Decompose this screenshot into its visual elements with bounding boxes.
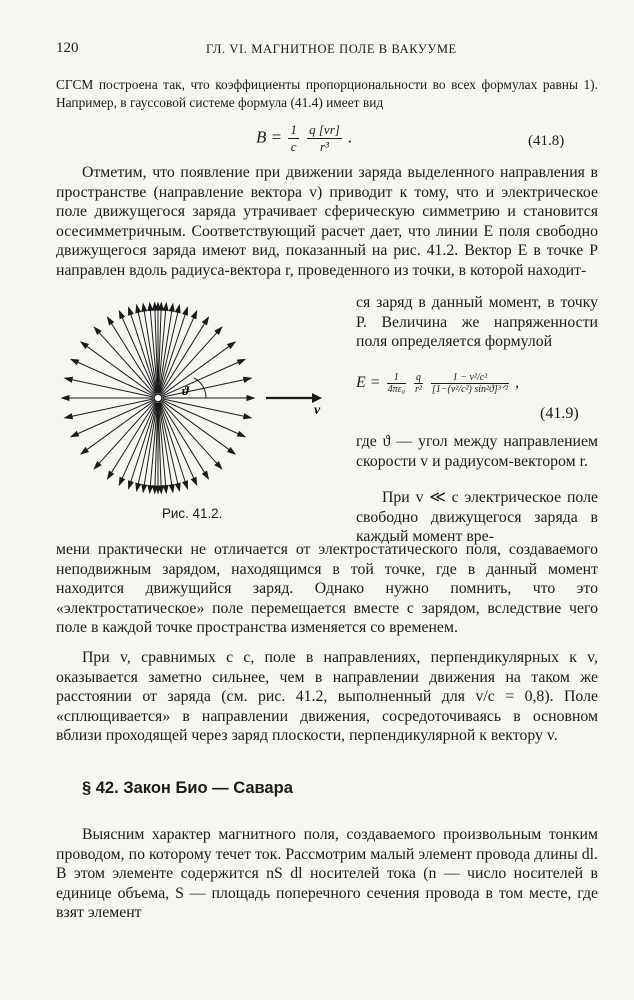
eq-fraction: $\frac{\text{1 − v²/c²}}{\text{[1−(v²/c²) sin²ϑ]³ᐟ²}}$ (431, 372, 509, 395)
field-line-arrowhead (183, 308, 188, 315)
charge-point (154, 394, 162, 402)
field-line-arrowhead (163, 303, 168, 310)
angle-label: ϑ (182, 383, 189, 398)
field-line-arrowhead (148, 485, 153, 492)
field-line-arrowhead (156, 486, 161, 493)
field-line-arrowhead (228, 342, 235, 348)
field-line-arrowhead (156, 303, 161, 310)
field-line-arrowhead (81, 448, 88, 454)
field-line-arrowhead (237, 432, 244, 437)
field-line-arrowhead (247, 396, 254, 401)
field-line-arrowhead (183, 481, 188, 488)
page-header (56, 40, 598, 62)
field-line-arrowhead (65, 377, 72, 382)
eq-fraction: $\frac{q}{\text{r²}}$ (415, 372, 422, 395)
field-line-arrowhead (136, 305, 141, 312)
page-number: 120 (56, 40, 79, 56)
field-line-arrowhead (108, 317, 114, 324)
side-text-3: При v ≪ c электрическое поле свободно движущегося заряда в каждый момент вре- (356, 489, 598, 546)
eq-lhs: B = (256, 127, 283, 147)
field-line-arrowhead (203, 317, 209, 324)
field-line-arrowhead (142, 304, 147, 311)
field-line (163, 399, 251, 418)
field-line-arrowhead (136, 483, 141, 490)
side-text-2: где ϑ — угол между направлением скорости v и радиусом-вектором r. (356, 433, 598, 470)
equation-41-8: B = $\frac{1}{c}$ $\frac{q [vr]}{\text{r³}}$ . (256, 122, 353, 154)
field-line-arrowhead (71, 432, 78, 437)
field-line-arrowhead (244, 414, 251, 419)
field-line-arrowhead (192, 477, 197, 484)
field-line-arrowhead (237, 359, 244, 364)
field-line-arrowhead (228, 448, 235, 454)
field-line-arrowhead (71, 359, 78, 364)
field-line-arrowhead (192, 311, 197, 318)
field-line-arrowhead (129, 308, 134, 315)
field-line-arrowhead (148, 303, 153, 310)
field-line (65, 399, 153, 418)
velocity-arrow-head (312, 393, 322, 403)
field-line-arrowhead (244, 377, 251, 382)
velocity-label: v (314, 403, 321, 418)
field-line-arrowhead (169, 304, 174, 311)
field-line-arrowhead (163, 485, 168, 492)
field-line-arrowhead (65, 414, 72, 419)
equation-41-9: E = $\frac{1}{\text{4πε₀}}$ $\frac{q}{\text{r²}}$ $\frac{\text{1 − v²/c²}}{\text{[1−(v²/c²) sin²ϑ]³ᐟ²}}$ , (356, 372, 520, 395)
running-head: ГЛ. VI. МАГНИТНОЕ ПОЛЕ В ВАКУУМЕ (206, 42, 457, 56)
field-line-arrowhead (142, 485, 147, 492)
section-title: § 42. Закон Био — Савара (82, 779, 293, 797)
field-line (163, 378, 251, 397)
equation-number: (41.9) (540, 405, 579, 422)
field-line-arrowhead (81, 342, 88, 348)
eq-fraction: $\frac{1}{c}$ (290, 122, 297, 154)
field-line-arrowhead (203, 471, 209, 478)
figure-caption: Рис. 41.2. (162, 506, 223, 521)
field-line-arrowhead (175, 483, 180, 490)
field-line-arrowhead (175, 305, 180, 312)
eq-fraction: $\frac{1}{\text{4πε₀}}$ (387, 372, 406, 395)
field-line-arrowhead (119, 311, 124, 318)
field-line-arrowhead (169, 485, 174, 492)
intro-paragraph: СГСМ построена так, что коэффициенты пропорциональности во всех формулах равны 1). Например, в гауссовой системе формула (41.4) имеет вид (56, 77, 598, 110)
side-text-1: ся заряд в данный момент, в точку P. Величина же напряженности поля определяется формулой (356, 294, 598, 351)
paragraph-biot-savart: Выясним характер магнитного поля, создаваемого произвольным тонким проводом, по которому течет ток. Рассмотрим малый элемент провода длины dl. В этом элементе содержится nS dl носителей тока (n — число носителей в единице объема, S — площадь поперечного сечения провода в том месте, где взят элемент (56, 826, 598, 922)
field-line (65, 378, 153, 397)
paragraph-field-lines: Отметим, что появление при движении заряда выделенного направления в пространстве (направление вектора v) приводит к тому, что и электрическое поле движущегося заряда утрачивает сферическую симметрию и становится осесимметричным. Соответствующий расчет дает, что линии E поля свободно движущегося заряда имеют вид, показанный на рис. 41.2. Вектор E в точке P направлен вдоль радиуса-вектора r, проведенного из точки, в которой находит- (56, 164, 598, 279)
paragraph-electrostatic: мени практически не отличается от электростатического поля, создаваемого неподвижным зарядом, находящимся в той точке, где в данный момент находится движущийся заряд. Однако нужно помнить, что это «электростатическое» поле перемещается вместе с зарядом, вследствие чего поле в каждой точке пространства изменяется со временем. (56, 541, 598, 637)
field-line-arrowhead (119, 477, 124, 484)
field-line-arrowhead (129, 481, 134, 488)
field-line-arrowhead (108, 471, 114, 478)
field-line-arrowhead (62, 396, 69, 401)
equation-number: (41.8) (528, 133, 565, 149)
eq-fraction: $\frac{q [vr]}{\text{r³}}$ (309, 122, 340, 154)
figure-field-lines (56, 298, 346, 498)
paragraph-flattening: При v, сравнимых с c, поле в направлениях, перпендикулярных к v, оказывается заметно сильнее, чем в направлении движения на таком же расстоянии от заряда (см. рис. 41.2, выполненный для v/c = 0,8). Поле «сплющивается» в направлении движения, сосредоточиваясь в основном вблизи проходящей через заряд плоскости, перпендикулярной к вектору v. (56, 649, 598, 745)
